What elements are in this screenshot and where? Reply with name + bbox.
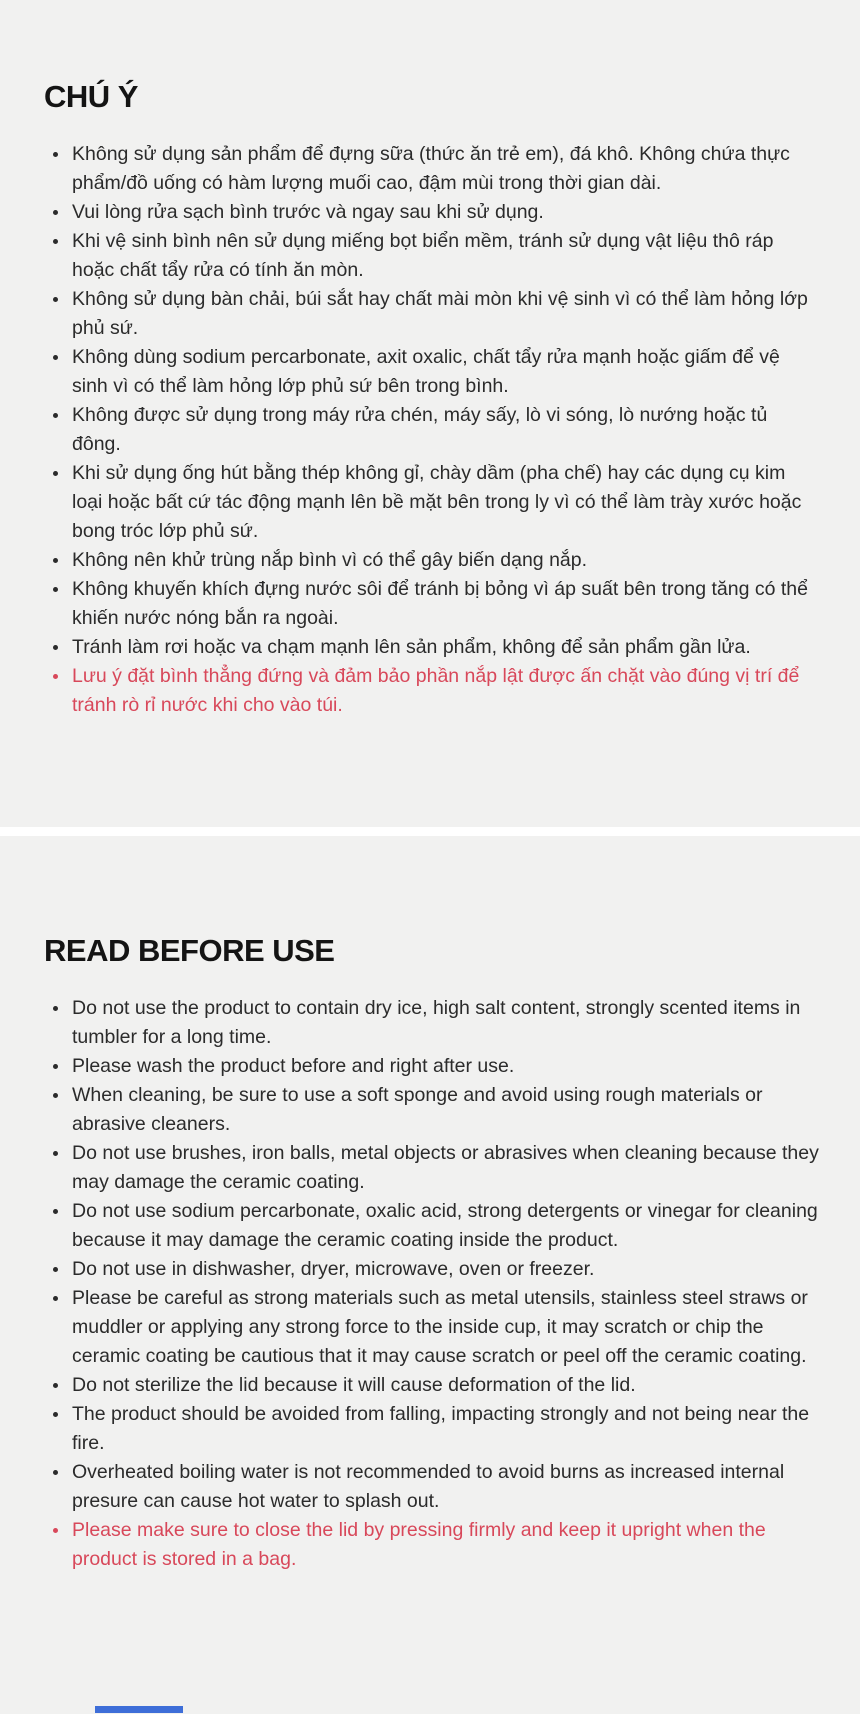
notice-item (44, 1400, 820, 1458)
notice-section-vietnamese (0, 0, 860, 827)
bullet-dot-icon (53, 587, 58, 592)
notice-item-highlighted (44, 662, 820, 720)
notice-item (44, 140, 820, 198)
notice-item (44, 1371, 820, 1400)
bullet-dot-icon (53, 297, 58, 302)
bullet-dot-icon (53, 1383, 58, 1388)
notice-item (44, 1458, 820, 1516)
notice-item-highlighted (44, 1516, 820, 1574)
notice-item (44, 1255, 820, 1284)
section-title-english: READ BEFORE USE (44, 933, 335, 968)
notice-text: Không sử dụng sản phẩm để đựng sữa (thức ăn trẻ em), đá khô. Không chứa thực phẩm/đồ uống có hàm lượng muối cao, đậm mùi trong thời gian dài. (72, 143, 790, 194)
notice-text: Không nên khử trùng nắp bình vì có thể gây biến dạng nắp. (72, 549, 588, 571)
notice-list-english (44, 994, 820, 1574)
notice-text: Please wash the product before and right after use. (72, 1055, 515, 1077)
bullet-dot-icon (53, 413, 58, 418)
notice-text: Do not sterilize the lid because it will cause deformation of the lid. (72, 1374, 636, 1396)
notice-text: Vui lòng rửa sạch bình trước và ngay sau khi sử dụng. (72, 201, 544, 223)
notice-text: Do not use brushes, iron balls, metal objects or abrasives when cleaning because they may damage the ceramic coating. (72, 1142, 819, 1193)
section-title-vietnamese: CHÚ Ý (44, 79, 138, 114)
bullet-dot-icon (53, 152, 58, 157)
notice-text: Do not use the product to contain dry ice, high salt content, strongly scented items in tumbler for a long time. (72, 997, 801, 1048)
bullet-dot-icon (53, 1151, 58, 1156)
bullet-dot-icon (53, 1267, 58, 1272)
notice-text: Khi sử dụng ống hút bằng thép không gỉ, chày dầm (pha chế) hay các dụng cụ kim loại hoặc bất cứ tác động mạnh lên bề mặt bên trong ly vì có thể làm trày xước hoặc bong tróc lớp phủ sứ. (72, 462, 802, 542)
notice-item (44, 401, 820, 459)
notice-text: The product should be avoided from falling, impacting strongly and not being near the fire. (72, 1403, 810, 1454)
notice-item (44, 1197, 820, 1255)
notice-item (44, 459, 820, 546)
bullet-dot-icon (53, 1093, 58, 1098)
notice-text: Tránh làm rơi hoặc va chạm mạnh lên sản phẩm, không để sản phẩm gần lửa. (72, 636, 751, 658)
bullet-dot-icon (53, 239, 58, 244)
notice-text: Khi vệ sinh bình nên sử dụng miếng bọt biển mềm, tránh sử dụng vật liệu thô ráp hoặc chất tẩy rửa có tính ăn mòn. (72, 230, 774, 281)
notice-text: Please be careful as strong materials such as metal utensils, stainless steel straws or muddler or applying any strong force to the inside cup, it may scratch or chip the ceramic coating be cautious that it may cause scratch or peel off the ceramic coating. (72, 1287, 808, 1367)
notice-text: Không được sử dụng trong máy rửa chén, máy sấy, lò vi sóng, lò nướng hoặc tủ đông. (72, 404, 768, 455)
notice-item (44, 198, 820, 227)
notice-text: Không sử dụng bàn chải, búi sắt hay chất mài mòn khi vệ sinh vì có thể làm hỏng lớp phủ sứ. (72, 288, 808, 339)
bullet-dot-icon (53, 1209, 58, 1214)
notice-item (44, 546, 820, 575)
bullet-dot-icon (53, 1064, 58, 1069)
bullet-dot-icon (53, 1528, 58, 1533)
notice-item (44, 1139, 820, 1197)
bullet-dot-icon (53, 558, 58, 563)
notice-item (44, 227, 820, 285)
bullet-dot-icon (53, 1006, 58, 1011)
notice-text: When cleaning, be sure to use a soft sponge and avoid using rough materials or abrasive cleaners. (72, 1084, 763, 1135)
notice-text: Overheated boiling water is not recommended to avoid burns as increased internal presure can cause hot water to splash out. (72, 1461, 785, 1512)
notice-text: Không khuyến khích đựng nước sôi để tránh bị bỏng vì áp suất bên trong tăng có thể khiến nước nóng bắn ra ngoài. (72, 578, 808, 629)
notice-item (44, 343, 820, 401)
notice-item (44, 285, 820, 343)
bullet-dot-icon (53, 1296, 58, 1301)
bottom-accent-bar (95, 1706, 183, 1713)
bullet-dot-icon (53, 210, 58, 215)
notice-section-english (0, 836, 860, 1714)
notice-text: Do not use in dishwasher, dryer, microwave, oven or freezer. (72, 1258, 595, 1280)
notice-text: Lưu ý đặt bình thẳng đứng và đảm bảo phần nắp lật được ấn chặt vào đúng vị trí để tránh rò rỉ nước khi cho vào túi. (72, 665, 800, 716)
bullet-dot-icon (53, 471, 58, 476)
notice-list-vietnamese (44, 140, 820, 720)
notice-text: Please make sure to close the lid by pressing firmly and keep it upright when the product is stored in a bag. (72, 1519, 766, 1570)
notice-item (44, 994, 820, 1052)
notice-item (44, 1081, 820, 1139)
bullet-dot-icon (53, 674, 58, 679)
notice-item (44, 633, 820, 662)
notice-text: Không dùng sodium percarbonate, axit oxalic, chất tẩy rửa mạnh hoặc giấm để vệ sinh vì có thể làm hỏng lớp phủ sứ bên trong bình. (72, 346, 780, 397)
bullet-dot-icon (53, 645, 58, 650)
bullet-dot-icon (53, 1412, 58, 1417)
notice-text: Do not use sodium percarbonate, oxalic acid, strong detergents or vinegar for cleaning because it may damage the ceramic coating inside the product. (72, 1200, 818, 1251)
bullet-dot-icon (53, 1470, 58, 1475)
bullet-dot-icon (53, 355, 58, 360)
notice-item (44, 1284, 820, 1371)
notice-item (44, 575, 820, 633)
section-divider (0, 827, 860, 836)
notice-item (44, 1052, 820, 1081)
